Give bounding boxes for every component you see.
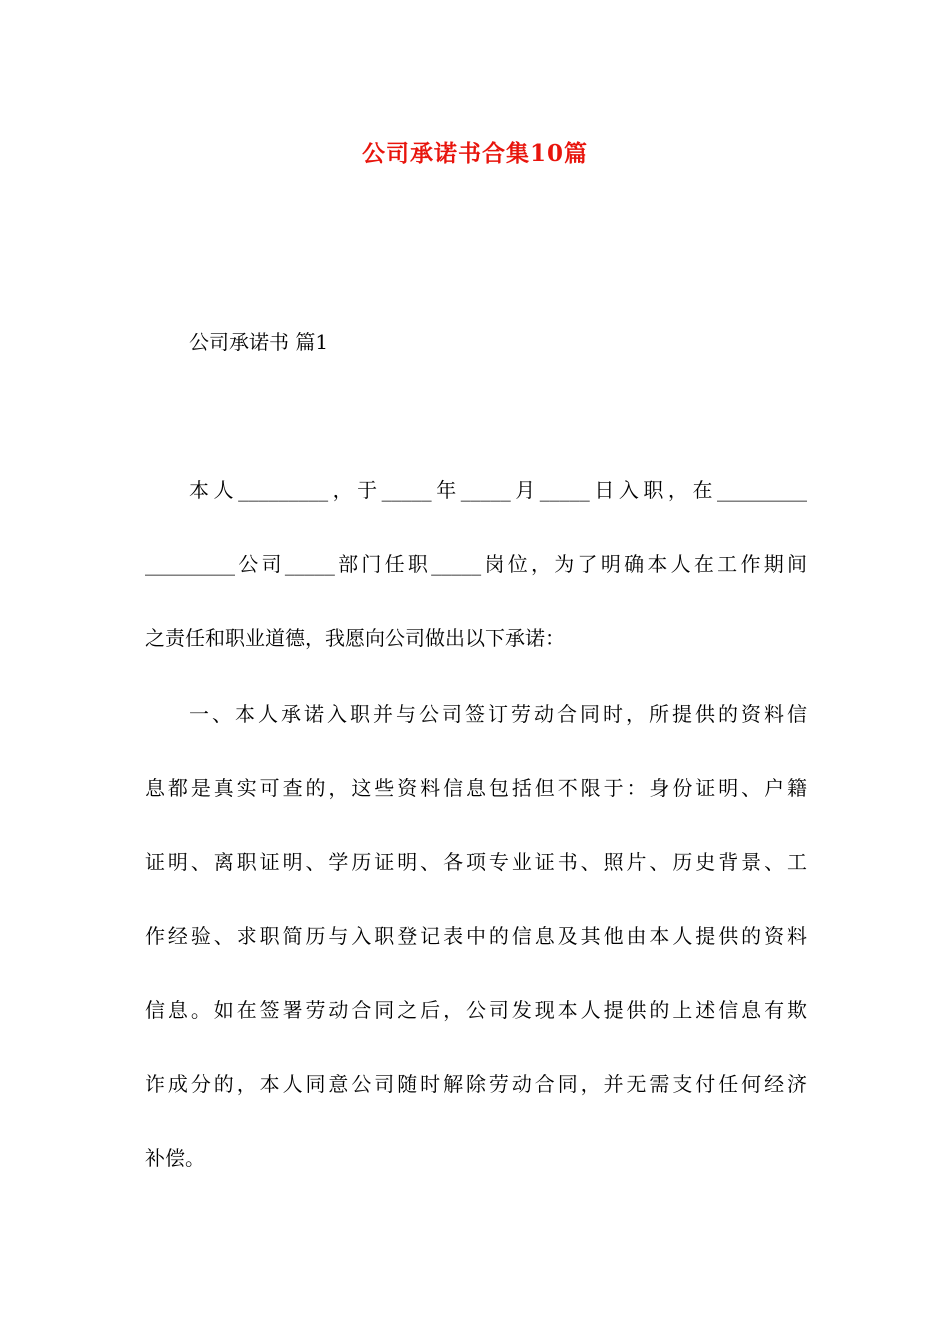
paragraph-line: 作经验、求职简历与入职登记表中的信息及其他由本人提供的资料 <box>145 924 807 948</box>
section-heading: 公司承诺书 篇1 <box>189 330 329 354</box>
paragraph-line: 补偿。 <box>145 1146 205 1170</box>
paragraph-line: 一、本人承诺入职并与公司签订劳动合同时，所提供的资料信 <box>189 702 807 726</box>
paragraph-line: 本人_________，于_____年_____月_____日入职，在_________ <box>189 478 807 502</box>
document-title: 公司承诺书合集10篇 <box>361 140 588 167</box>
paragraph-line: 之责任和职业道德，我愿向公司做出以下承诺： <box>145 626 565 650</box>
paragraph-line: 证明、离职证明、学历证明、各项专业证书、照片、历史背景、工 <box>145 850 807 874</box>
paragraph-line: 诈成分的，本人同意公司随时解除劳动合同，并无需支付任何经济 <box>145 1072 807 1096</box>
paragraph-line: 息都是真实可查的，这些资料信息包括但不限于：身份证明、户籍 <box>145 776 807 800</box>
paragraph-line: _________公司_____部门任职_____岗位，为了明确本人在工作期间 <box>145 552 807 576</box>
paragraph-line: 信息。如在签署劳动合同之后，公司发现本人提供的上述信息有欺 <box>145 998 807 1022</box>
